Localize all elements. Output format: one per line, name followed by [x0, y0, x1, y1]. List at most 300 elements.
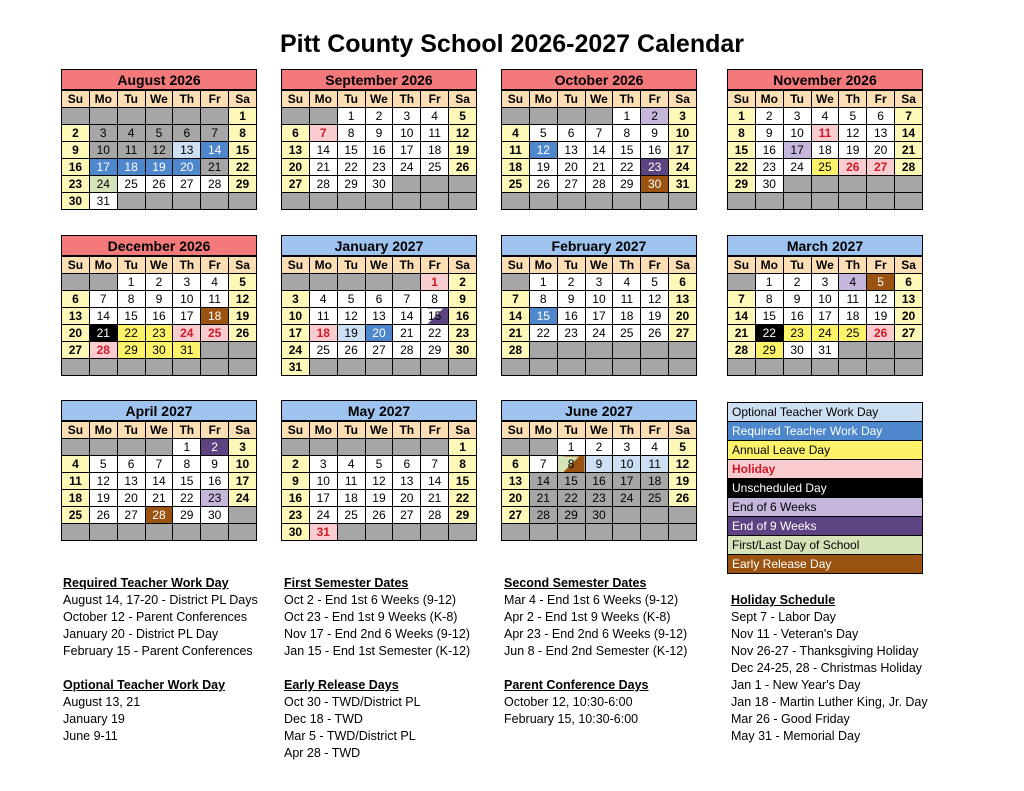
- day-cell: 13: [365, 308, 393, 325]
- weekday-label: We: [585, 91, 613, 108]
- empty-cell: [669, 193, 697, 210]
- legend-first-last-day: First/Last Day of School: [727, 535, 923, 555]
- weekday-label: Mo: [89, 91, 117, 108]
- empty-cell: [529, 342, 557, 359]
- empty-cell: [229, 359, 257, 376]
- week-row: [62, 176, 257, 193]
- weekday-label: Mo: [529, 257, 557, 274]
- day-cell: 21: [421, 490, 449, 507]
- empty-cell: [529, 359, 557, 376]
- day-cell: 10: [393, 125, 421, 142]
- week-row: [502, 490, 697, 507]
- empty-cell: [145, 359, 173, 376]
- weekday-label: Su: [728, 257, 756, 274]
- notes-required-workday: [63, 575, 258, 660]
- empty-cell: [502, 439, 530, 456]
- day-cell: 21: [529, 490, 557, 507]
- day-cell: 23: [62, 176, 90, 193]
- empty-cell: [89, 108, 117, 125]
- day-cell: 21: [393, 325, 421, 342]
- month-header: May 2027: [281, 400, 477, 421]
- day-cell: 9: [201, 456, 229, 473]
- day-cell: 14: [89, 308, 117, 325]
- day-cell: 15: [529, 308, 557, 325]
- day-cell: 7: [89, 291, 117, 308]
- week-row: [282, 325, 477, 342]
- day-cell: 28: [201, 176, 229, 193]
- month-calendar: [501, 235, 697, 376]
- week-row: [502, 125, 697, 142]
- day-cell: 6: [557, 125, 585, 142]
- day-cell: 18: [839, 308, 867, 325]
- weekday-label: We: [365, 257, 393, 274]
- day-cell: 13: [502, 473, 530, 490]
- empty-cell: [839, 193, 867, 210]
- empty-cell: [365, 524, 393, 541]
- day-cell: 10: [811, 291, 839, 308]
- empty-cell: [669, 507, 697, 524]
- day-cell: 23: [282, 507, 310, 524]
- day-cell: 8: [728, 125, 756, 142]
- empty-cell: [557, 108, 585, 125]
- month-grid: [501, 90, 697, 210]
- day-cell: 2: [365, 108, 393, 125]
- empty-cell: [393, 439, 421, 456]
- week-row: [282, 342, 477, 359]
- notes-heading: Optional Teacher Work Day: [63, 678, 226, 692]
- notes-heading: First Semester Dates: [284, 576, 409, 590]
- day-cell: 28: [393, 342, 421, 359]
- empty-cell: [173, 359, 201, 376]
- weekday-label: Sa: [895, 257, 923, 274]
- day-cell: 13: [557, 142, 585, 159]
- day-cell: 17: [173, 308, 201, 325]
- weekday-label: Fr: [867, 91, 895, 108]
- week-row: [62, 456, 257, 473]
- month-header: March 2027: [727, 235, 923, 256]
- day-cell: 11: [811, 125, 839, 142]
- day-cell: 18: [201, 308, 229, 325]
- day-cell: 4: [337, 456, 365, 473]
- empty-cell: [173, 193, 201, 210]
- month-calendar: [281, 400, 477, 541]
- day-cell: 26: [867, 325, 895, 342]
- day-cell: 1: [173, 439, 201, 456]
- week-row: [502, 342, 697, 359]
- empty-cell: [421, 524, 449, 541]
- week-row: [282, 439, 477, 456]
- day-cell: 12: [529, 142, 557, 159]
- empty-cell: [173, 108, 201, 125]
- day-cell: 7: [201, 125, 229, 142]
- day-cell: 19: [529, 159, 557, 176]
- week-row: [282, 473, 477, 490]
- day-cell: 26: [145, 176, 173, 193]
- day-cell: 28: [728, 342, 756, 359]
- day-cell: 18: [421, 142, 449, 159]
- empty-cell: [613, 359, 641, 376]
- day-cell: 22: [613, 159, 641, 176]
- empty-cell: [89, 524, 117, 541]
- day-cell: 17: [393, 142, 421, 159]
- weekday-label: We: [365, 91, 393, 108]
- day-cell: 6: [62, 291, 90, 308]
- empty-cell: [337, 524, 365, 541]
- day-cell: 25: [421, 159, 449, 176]
- day-cell: 20: [895, 308, 923, 325]
- day-cell: 31: [309, 524, 337, 541]
- notes-line: Sept 7 - Labor Day: [731, 610, 836, 624]
- week-row: [728, 125, 923, 142]
- empty-cell: [613, 524, 641, 541]
- day-cell: 13: [867, 125, 895, 142]
- day-cell: 27: [117, 507, 145, 524]
- page-title: Pitt County School 2026-2027 Calendar: [279, 30, 745, 58]
- day-cell: 7: [502, 291, 530, 308]
- notes-heading: Required Teacher Work Day: [63, 576, 229, 590]
- empty-cell: [393, 359, 421, 376]
- day-cell: 4: [811, 108, 839, 125]
- week-row: [62, 274, 257, 291]
- notes-line: Dec 24-25, 28 - Christmas Holiday: [731, 661, 923, 675]
- day-cell: 3: [282, 291, 310, 308]
- day-cell: 20: [502, 490, 530, 507]
- empty-cell: [557, 342, 585, 359]
- weekday-label: Fr: [641, 422, 669, 439]
- day-cell: 25: [201, 325, 229, 342]
- day-cell: 17: [585, 308, 613, 325]
- day-cell: 20: [173, 159, 201, 176]
- week-row: [502, 507, 697, 524]
- empty-cell: [62, 439, 90, 456]
- day-cell: 6: [282, 125, 310, 142]
- notes-heading: Holiday Schedule: [731, 593, 836, 607]
- day-cell: 10: [282, 308, 310, 325]
- day-cell: 28: [309, 176, 337, 193]
- empty-cell: [229, 524, 257, 541]
- day-cell: 29: [755, 342, 783, 359]
- notes-line: January 19: [63, 712, 125, 726]
- weekday-label: Su: [728, 91, 756, 108]
- month-calendar: [61, 400, 257, 541]
- week-row: [728, 325, 923, 342]
- week-row: [502, 291, 697, 308]
- day-cell: 29: [613, 176, 641, 193]
- weekday-label: Th: [173, 422, 201, 439]
- legend-annual-leave: Annual Leave Day: [727, 440, 923, 460]
- notes-line: Oct 2 - End 1st 6 Weeks (9-12): [284, 593, 457, 607]
- weekday-label: Mo: [309, 257, 337, 274]
- day-cell: 27: [282, 176, 310, 193]
- day-cell: 14: [421, 473, 449, 490]
- month-calendar: [501, 69, 697, 210]
- day-cell: 16: [557, 308, 585, 325]
- weekday-label: We: [811, 257, 839, 274]
- day-cell: 29: [117, 342, 145, 359]
- empty-cell: [393, 193, 421, 210]
- empty-cell: [393, 176, 421, 193]
- weekday-label: We: [811, 91, 839, 108]
- empty-cell: [89, 439, 117, 456]
- legend-end-6-weeks: End of 6 Weeks: [727, 497, 923, 517]
- day-cell: 16: [449, 308, 477, 325]
- empty-cell: [337, 193, 365, 210]
- day-cell: 7: [309, 125, 337, 142]
- day-cell: 15: [613, 142, 641, 159]
- day-cell: 22: [557, 490, 585, 507]
- day-cell: 13: [393, 473, 421, 490]
- day-cell: 26: [229, 325, 257, 342]
- empty-cell: [201, 524, 229, 541]
- day-cell: 7: [393, 291, 421, 308]
- empty-cell: [783, 359, 811, 376]
- day-cell: 3: [309, 456, 337, 473]
- day-cell: 8: [755, 291, 783, 308]
- weekday-label: Th: [613, 422, 641, 439]
- week-row: [282, 308, 477, 325]
- empty-cell: [728, 274, 756, 291]
- day-cell: 6: [365, 291, 393, 308]
- empty-cell: [529, 439, 557, 456]
- month-calendar: [727, 235, 923, 376]
- day-cell: 16: [783, 308, 811, 325]
- day-cell: 1: [529, 274, 557, 291]
- day-cell: 2: [557, 274, 585, 291]
- day-cell: 6: [117, 456, 145, 473]
- day-cell: 24: [393, 159, 421, 176]
- weekday-label: Fr: [641, 257, 669, 274]
- day-cell: 22: [229, 159, 257, 176]
- day-cell: 29: [229, 176, 257, 193]
- day-cell: 26: [337, 342, 365, 359]
- weekday-label: Su: [62, 422, 90, 439]
- day-cell: 3: [173, 274, 201, 291]
- legend: [727, 403, 923, 574]
- day-cell: 29: [557, 507, 585, 524]
- day-cell: 1: [337, 108, 365, 125]
- notes-line: Mar 5 - TWD/District PL: [284, 729, 416, 743]
- week-row: [62, 159, 257, 176]
- week-row: [728, 142, 923, 159]
- day-cell: 14: [309, 142, 337, 159]
- day-cell: 27: [173, 176, 201, 193]
- empty-cell: [365, 439, 393, 456]
- day-cell: 30: [641, 176, 669, 193]
- day-cell: 27: [393, 507, 421, 524]
- day-cell: 15: [557, 473, 585, 490]
- day-cell: 11: [309, 308, 337, 325]
- weekday-label: We: [365, 422, 393, 439]
- day-cell: 22: [529, 325, 557, 342]
- day-cell: 23: [449, 325, 477, 342]
- day-cell: 23: [585, 490, 613, 507]
- empty-cell: [282, 439, 310, 456]
- day-cell: 9: [585, 456, 613, 473]
- month-header: December 2026: [61, 235, 257, 256]
- day-cell: 1: [229, 108, 257, 125]
- month-calendar: [727, 69, 923, 210]
- empty-cell: [201, 193, 229, 210]
- week-row: [728, 291, 923, 308]
- month-header: February 2027: [501, 235, 697, 256]
- notes-line: Nov 17 - End 2nd 6 Weeks (9-12): [284, 627, 470, 641]
- day-cell: 27: [867, 159, 895, 176]
- empty-cell: [502, 359, 530, 376]
- day-cell: 13: [669, 291, 697, 308]
- day-cell: 25: [62, 507, 90, 524]
- week-row: [62, 308, 257, 325]
- empty-cell: [895, 176, 923, 193]
- empty-cell: [755, 193, 783, 210]
- day-cell: 6: [895, 274, 923, 291]
- empty-cell: [839, 176, 867, 193]
- day-cell: 9: [783, 291, 811, 308]
- weekday-label: Su: [502, 91, 530, 108]
- empty-cell: [502, 108, 530, 125]
- notes-line: October 12, 10:30-6:00: [504, 695, 633, 709]
- day-cell: 16: [282, 490, 310, 507]
- day-cell: 8: [557, 456, 585, 473]
- notes-parent-conference: [504, 677, 649, 728]
- day-cell: 19: [229, 308, 257, 325]
- weekday-label: Sa: [669, 422, 697, 439]
- day-cell: 2: [201, 439, 229, 456]
- day-cell: 19: [145, 159, 173, 176]
- day-cell: 30: [201, 507, 229, 524]
- day-cell: 20: [557, 159, 585, 176]
- day-cell: 28: [895, 159, 923, 176]
- empty-cell: [811, 359, 839, 376]
- empty-cell: [585, 342, 613, 359]
- day-cell: 6: [669, 274, 697, 291]
- weekday-label: Tu: [117, 257, 145, 274]
- empty-cell: [229, 193, 257, 210]
- empty-cell: [895, 193, 923, 210]
- day-cell: 24: [669, 159, 697, 176]
- day-cell: 20: [365, 325, 393, 342]
- notes-first-semester: [284, 575, 470, 660]
- empty-cell: [529, 193, 557, 210]
- week-row: [728, 308, 923, 325]
- weekday-header-row: [502, 91, 697, 108]
- empty-cell: [229, 342, 257, 359]
- week-row: [62, 439, 257, 456]
- empty-cell: [783, 193, 811, 210]
- day-cell: 5: [867, 274, 895, 291]
- day-cell: 24: [585, 325, 613, 342]
- empty-cell: [641, 507, 669, 524]
- weekday-label: Tu: [337, 257, 365, 274]
- week-row: [502, 524, 697, 541]
- day-cell: 24: [783, 159, 811, 176]
- day-cell: 4: [201, 274, 229, 291]
- empty-cell: [613, 342, 641, 359]
- day-cell: 1: [449, 439, 477, 456]
- day-cell: 16: [365, 142, 393, 159]
- day-cell: 4: [309, 291, 337, 308]
- empty-cell: [895, 342, 923, 359]
- day-cell: 4: [117, 125, 145, 142]
- day-cell: 28: [421, 507, 449, 524]
- empty-cell: [613, 507, 641, 524]
- day-cell: 13: [173, 142, 201, 159]
- day-cell: 26: [839, 159, 867, 176]
- weekday-label: Mo: [529, 91, 557, 108]
- day-cell: 4: [502, 125, 530, 142]
- day-cell: 31: [669, 176, 697, 193]
- week-row: [282, 291, 477, 308]
- empty-cell: [449, 193, 477, 210]
- weekday-label: Su: [282, 91, 310, 108]
- day-cell: 31: [811, 342, 839, 359]
- weekday-header-row: [282, 257, 477, 274]
- day-cell: 25: [502, 176, 530, 193]
- week-row: [282, 142, 477, 159]
- week-row: [282, 176, 477, 193]
- day-cell: 4: [641, 439, 669, 456]
- empty-cell: [811, 176, 839, 193]
- day-cell: 16: [641, 142, 669, 159]
- day-cell: 7: [585, 125, 613, 142]
- weekday-label: Sa: [669, 257, 697, 274]
- empty-cell: [393, 524, 421, 541]
- weekday-label: Th: [613, 91, 641, 108]
- month-header: November 2026: [727, 69, 923, 90]
- day-cell: 22: [337, 159, 365, 176]
- day-cell: 1: [613, 108, 641, 125]
- month-calendar: [281, 69, 477, 210]
- weekday-label: Tu: [117, 91, 145, 108]
- week-row: [282, 274, 477, 291]
- day-cell: 6: [502, 456, 530, 473]
- day-cell: 25: [309, 342, 337, 359]
- day-cell: 5: [669, 439, 697, 456]
- day-cell: 15: [337, 142, 365, 159]
- day-cell: 11: [201, 291, 229, 308]
- empty-cell: [309, 359, 337, 376]
- day-cell: 19: [449, 142, 477, 159]
- legend-holiday: Holiday: [727, 459, 923, 479]
- weekday-label: Tu: [557, 422, 585, 439]
- empty-cell: [117, 108, 145, 125]
- empty-cell: [62, 108, 90, 125]
- day-cell: 27: [669, 325, 697, 342]
- day-cell: 4: [62, 456, 90, 473]
- day-cell: 26: [641, 325, 669, 342]
- day-cell: 10: [613, 456, 641, 473]
- weekday-header-row: [728, 257, 923, 274]
- empty-cell: [755, 359, 783, 376]
- day-cell: 1: [117, 274, 145, 291]
- day-cell: 20: [117, 490, 145, 507]
- day-cell: 18: [309, 325, 337, 342]
- day-cell: 12: [145, 142, 173, 159]
- weekday-label: Su: [62, 91, 90, 108]
- empty-cell: [669, 342, 697, 359]
- notes-line: February 15 - Parent Conferences: [63, 644, 253, 658]
- weekday-label: We: [585, 257, 613, 274]
- day-cell: 17: [613, 473, 641, 490]
- day-cell: 9: [62, 142, 90, 159]
- day-cell: 1: [421, 274, 449, 291]
- day-cell: 10: [669, 125, 697, 142]
- weekday-label: Th: [839, 91, 867, 108]
- day-cell: 9: [557, 291, 585, 308]
- empty-cell: [309, 439, 337, 456]
- notes-line: February 15, 10:30-6:00: [504, 712, 639, 726]
- weekday-label: Sa: [449, 257, 477, 274]
- weekday-label: Mo: [309, 422, 337, 439]
